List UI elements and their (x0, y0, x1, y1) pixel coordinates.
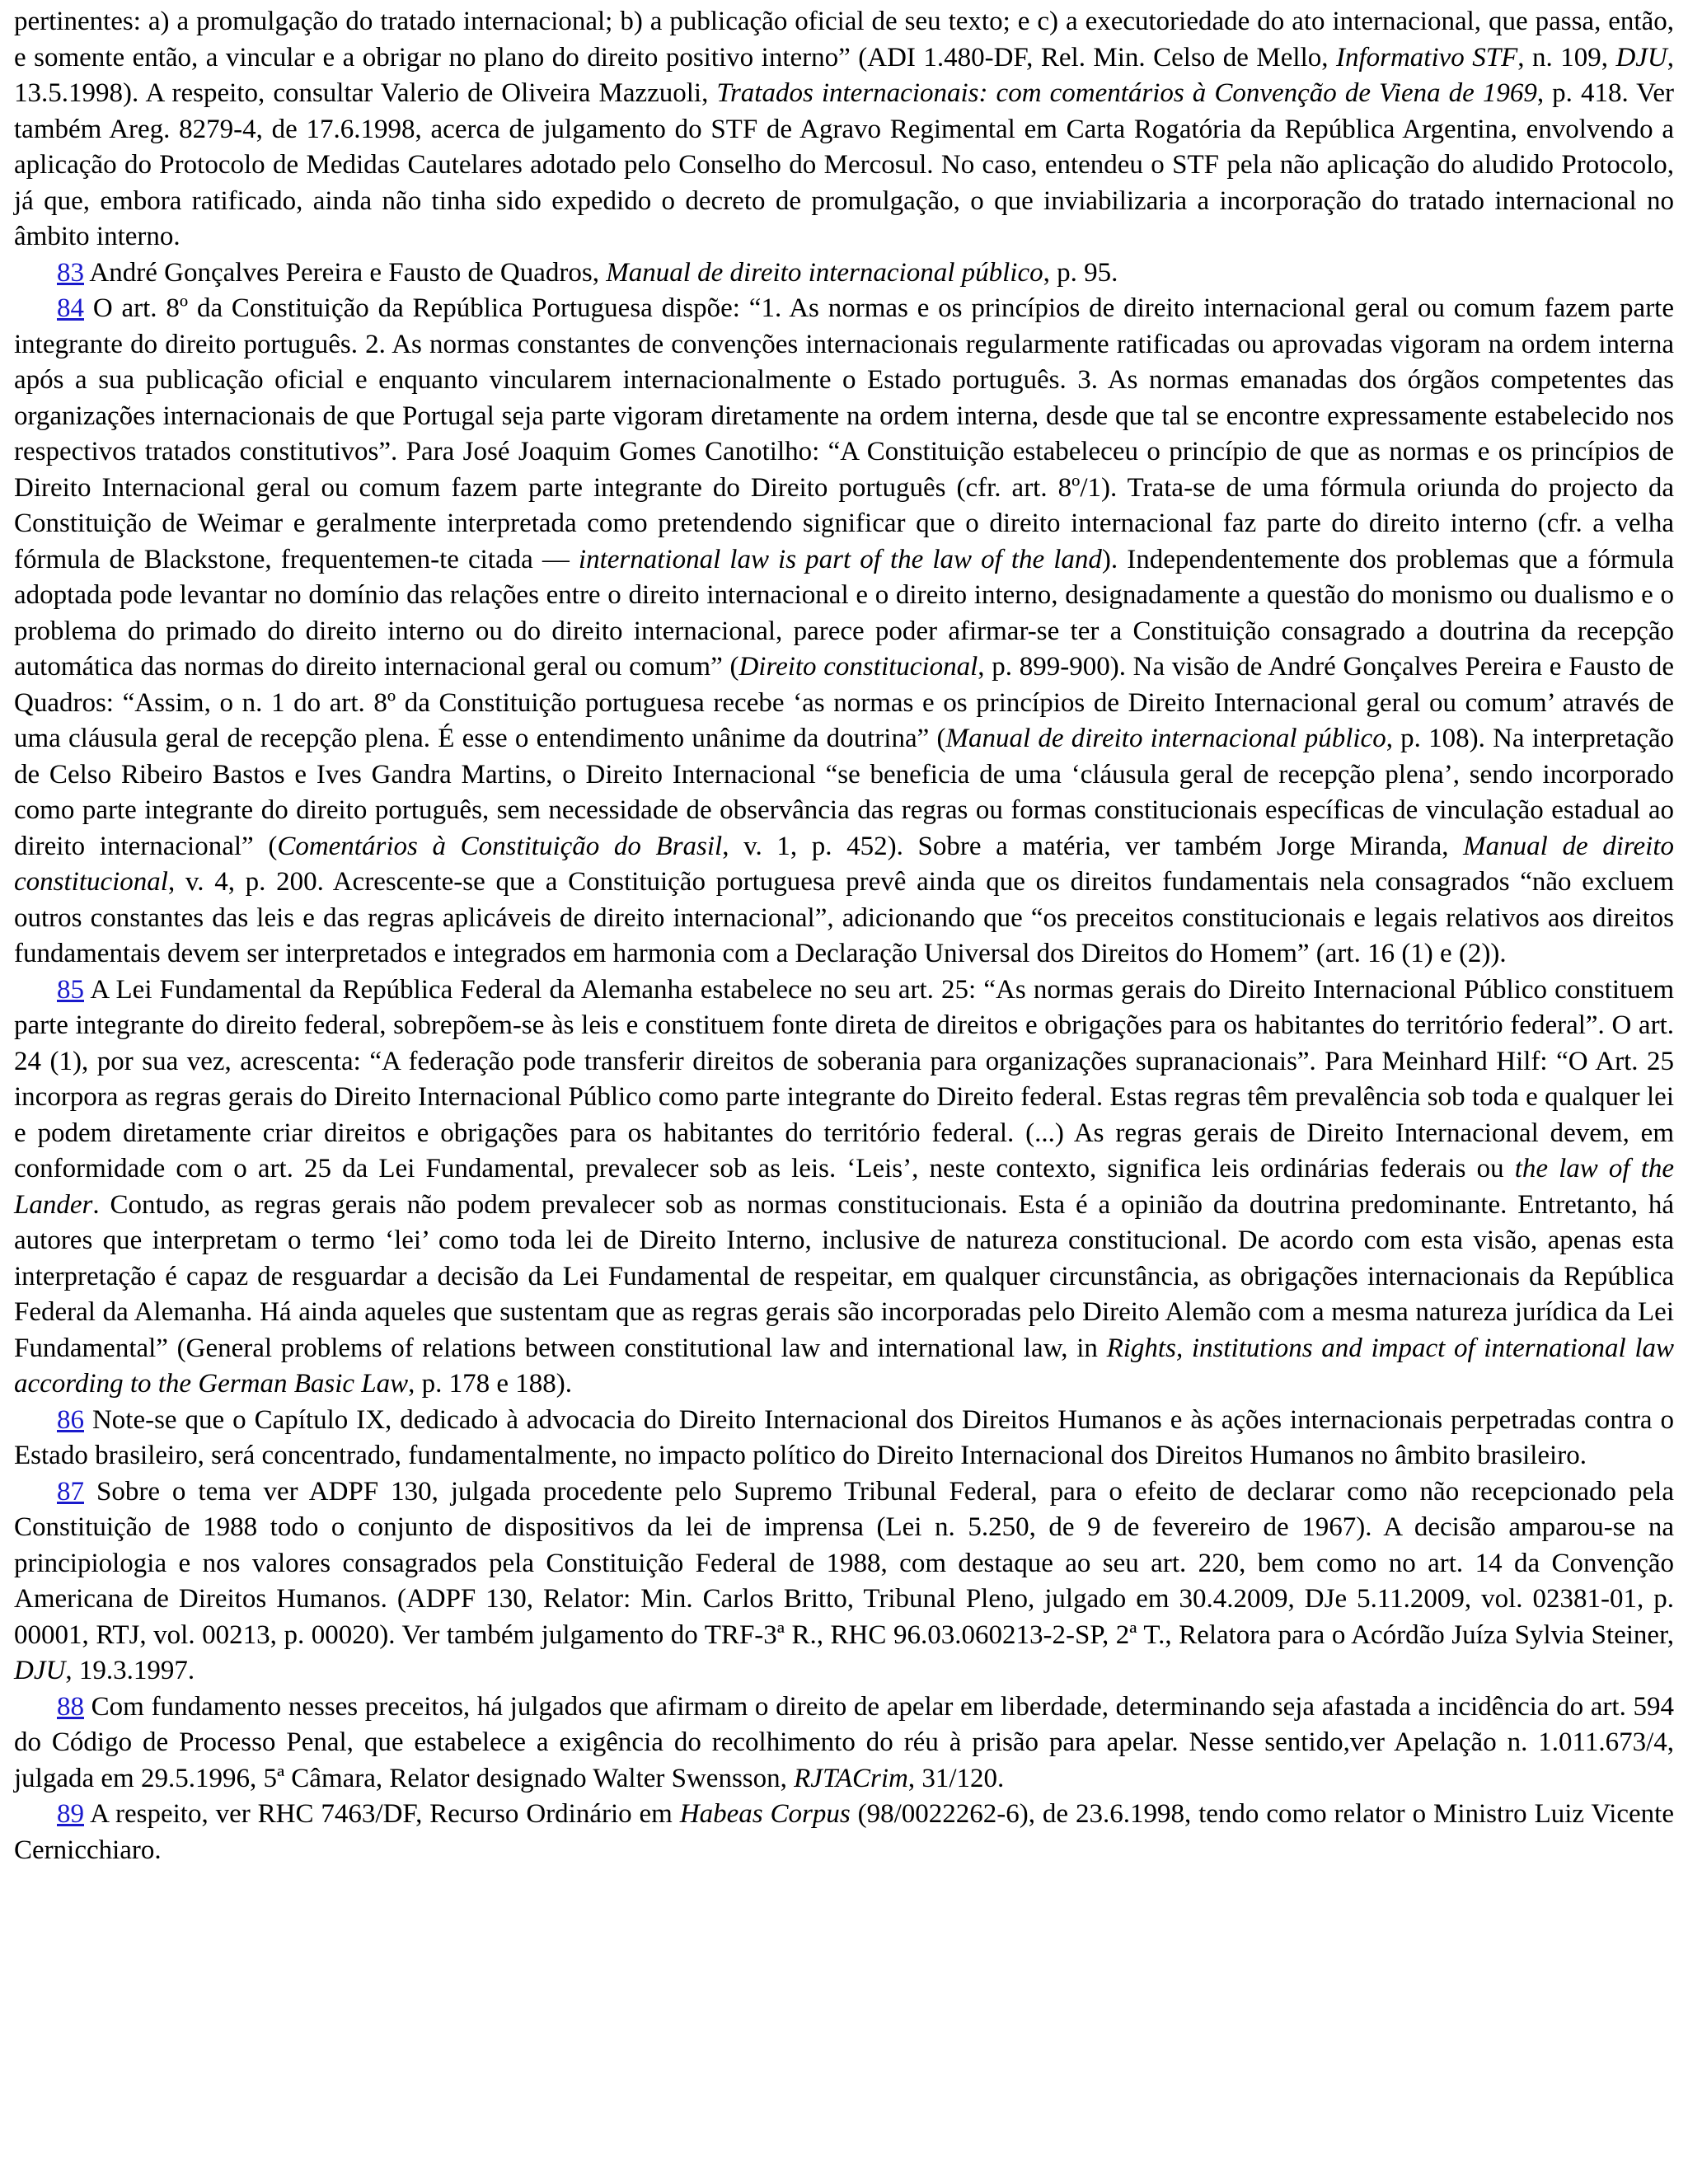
text-segment: Sobre o tema ver ADPF 130, julgada procedente pelo Supremo Tribunal Federal, para o efeito de declarar como não recepcionado pela Constituição de 1988 todo o conjunto de dispositivos da lei de imprensa (Lei n. 5.250, de 9 de fevereiro de 1967). A decisão amparou-se na principiologia e nos valores consagrados pela Constituição Federal de 1988, com destaque ao seu art. 220, bem como no art. 14 da Convenção Americana de Direitos Humanos. (ADPF 130, Relator: Min. Carlos Britto, Tribunal Pleno, julgado em 30.4.2009, DJe 5.11.2009, vol. 02381-01, p. 00001, RTJ, vol. 00213, p. 00020). Ver também julgamento do TRF-3ª R., RHC 96.03.060213-2-SP, 2ª T., Relatora para o Acórdão Juíza Sylvia Steiner, (14, 1476, 1674, 1650)
text-segment: pertinentes: a) a promulgação do tratado internacional; b) a publicação oficial de seu texto; e c) a executoriedade do ato internacional, que passa, então, e somente então, a vincular e a obrigar no plano do direito positivo interno” (ADI 1.480-DF, Rel. Min. Celso de Mello, (14, 7, 1674, 73)
footnote-84 (14, 291, 1674, 972)
footnote-link-88[interactable]: 88 (57, 1691, 84, 1722)
footnote-link-89[interactable]: 89 (57, 1799, 84, 1829)
italic-text-segment: DJU (14, 1656, 66, 1685)
text-segment: ). Independentemente dos problemas que a fórmula adoptada pode levantar no domínio das relações entre o direito internacional e o direito interno, designadamente a questão do monismo ou dualismo e o problema do primado do direito interno ou do direito internacional, parece poder afirmar-se ter a Constituição consagrado a doutrina da recepção automática das normas do direito internacional geral ou comum” ( (14, 544, 1674, 682)
footnote-83 (14, 255, 1674, 292)
text-segment: , n. 109, (1517, 42, 1616, 73)
text-segment: A respeito, ver RHC 7463/DF, Recurso Ordinário em (84, 1799, 680, 1829)
italic-text-segment: Rights, institutions and impact of international law according to the German Basic Law (14, 1333, 1674, 1399)
text-segment: , p. 95. (1043, 257, 1118, 288)
text-segment: Com fundamento nesses preceitos, há julgados que afirmam o direito de apelar em liberdade, determinando seja afastada a incidência do art. 594 do Código de Processo Penal, que estabelece a exigência do recolhimento do réu à prisão para apelar. Nesse sentido,ver Apelação n. 1.011.673/4, julgada em 29.5.1996, 5ª Câmara, Relator designado Walter Swensson, (14, 1691, 1674, 1793)
text-segment: , 13.5.1998). A respeito, consultar Valerio de Oliveira Mazzuoli, (14, 42, 1675, 108)
footnote-85 (14, 972, 1674, 1403)
text-segment: André Gonçalves Pereira e Fausto de Quadros, (84, 257, 607, 288)
footnote-link-86[interactable]: 86 (57, 1404, 84, 1435)
text-segment: Note-se que o Capítulo IX, dedicado à advocacia do Direito Internacional dos Direitos Humanos e às ações internacionais perpetradas contra o Estado brasileiro, será concentrado, fundamentalmente, no impacto político do Direito Internacional dos Direitos Humanos no âmbito brasileiro. (14, 1404, 1674, 1470)
text-segment: , p. 108). Na interpretação de Celso Ribeiro Bastos e Ives Gandra Martins, o Direito Internacional “se beneficia de uma ‘cláusula geral de recepção plena’, sendo incorporado como parte integrante do direito português, sem necessidade de observância das regras ou formas constitucionais específicas de vinculação estadual ao direito internacional” ( (14, 724, 1675, 861)
italic-text-segment: Direito constitucional (738, 652, 978, 682)
text-segment: , 31/120. (907, 1763, 1005, 1793)
footnotes-page (14, 4, 1674, 1868)
footnote-link-83[interactable]: 83 (57, 257, 84, 288)
footnote-88 (14, 1690, 1674, 1797)
text-segment: , 19.3.1997. (65, 1656, 195, 1685)
footnote-link-85[interactable]: 85 (57, 974, 84, 1005)
text-segment: A Lei Fundamental da República Federal da Alemanha estabelece no seu art. 25: “As normas gerais do Direito Internacional Público constituem parte integrante do direito federal, sobrepõem-se às leis e constituem fonte direta de direitos e obrigações para os habitantes do território federal”. O art. 24 (1), por sua vez, acrescenta: “A federação pode transferir direitos de soberania para organizações supranacionais”. Para Meinhard Hilf: “O Art. 25 incorpora as regras gerais do Direito Internacional Público como parte integrante do Direito federal. Estas regras têm prevalência sob toda e qualquer lei e podem diretamente criar direitos e obrigações para os habitantes do território federal. (...) As regras gerais de Direito Internacional devem, em conformidade com o art. 25 da Lei Fundamental, prevalecer sob as leis. ‘Leis’, neste contexto, significa leis ordinárias federais ou (14, 974, 1674, 1183)
text-segment: , v. 4, p. 200. Acrescente-se que a Constituição portuguesa prevê ainda que os direitos fundamentais nela consagrados “não excluem outros constantes das leis e das regras aplicáveis de direito internacional”, adicionando que “os preceitos constitucionais e legais relativos aos direitos fundamentais devem ser interpretados e integrados em harmonia com a Declaração Universal dos Direitos do Homem” (art. 16 (1) e (2)). (14, 867, 1674, 968)
text-segment: , p. 899-900). Na visão de André Gonçalves Pereira e Fausto de Quadros: “Assim, o n. 1 do art. 8º da Constituição portuguesa recebe ‘as normas e os princípios de Direito Internacional geral ou comum’ através de uma cláusula geral de recepção plena. É esse o entendimento unânime da doutrina” ( (14, 652, 1674, 753)
italic-text-segment: DJU (1615, 42, 1667, 73)
italic-text-segment: Manual de direito internacional público (606, 257, 1043, 288)
footnote-link-84[interactable]: 84 (57, 293, 84, 323)
text-segment: , p. 178 e 188). (408, 1369, 573, 1399)
text-segment: , v. 1, p. 452). Sobre a matéria, ver também Jorge Miranda, (722, 831, 1464, 861)
italic-text-segment: Informativo STF (1335, 42, 1518, 73)
text-segment: (98/0022262-6), de 23.6.1998, tendo como relator o Ministro Luiz Vicente Cernicchiaro. (14, 1799, 1674, 1865)
italic-text-segment: Manual de direito constitucional (14, 831, 1675, 897)
italic-text-segment: Habeas Corpus (679, 1799, 851, 1829)
text-segment: , p. 418. Ver também Areg. 8279-4, de 17.6.1998, acerca de julgamento do STF de Agravo Regimental em Carta Rogatória da República Argentina, envolvendo a aplicação do Protocolo de Medidas Cautelares adotado pelo Conselho do Mercosul. No caso, entendeu o STF pela não aplicação do aludido Protocolo, já que, embora ratificado, ainda não tinha sido expedido o decreto de promulgação, o que inviabilizaria a incorporação do tratado internacional no âmbito interno. (14, 78, 1674, 251)
italic-text-segment: RJTACrim (794, 1763, 908, 1793)
italic-text-segment: Tratados internacionais: com comentários à Convenção de Viena de 1969 (716, 78, 1537, 108)
italic-text-segment: the law of the Lander (14, 1154, 1675, 1220)
footnote-link-87[interactable]: 87 (57, 1476, 84, 1507)
text-segment: O art. 8º da Constituição da República Portuguesa dispõe: “1. As normas e os princípios de direito internacional geral ou comum fazem parte integrante do direito português. 2. As normas constantes de convenções internacionais regularmente ratificadas ou aprovadas vigoram na ordem interna após a sua publicação oficial e enquanto vincularem internacionalmente o Estado português. 3. As normas emanadas dos órgãos competentes das organizações internacionais de que Portugal seja parte vigoram diretamente na ordem interna, desde que tal se encontre expressamente estabelecido nos respectivos tratados constitutivos”. Para José Joaquim Gomes Canotilho: “A Constituição estabeleceu o princípio de que as normas e os princípios de Direito Internacional geral ou comum fazem parte integrante do Direito português (cfr. art. 8º/1). Trata-se de uma fórmula oriunda do projecto da Constituição de Weimar e geralmente interpretada como pretendendo significar que o direito internacional faz parte do direito interno (cfr. a velha fórmula de Blackstone, frequentemen-te citada — (14, 293, 1674, 574)
footnote-continuation (14, 4, 1674, 255)
italic-text-segment: international law is part of the law of the land (578, 544, 1102, 574)
footnote-87 (14, 1474, 1674, 1690)
italic-text-segment: Manual de direito internacional público (945, 724, 1386, 753)
text-segment: . Contudo, as regras gerais não podem prevalecer sob as normas constitucionais. Esta é a opinião da doutrina predominante. Entretanto, há autores que interpretam o termo ‘lei’ como toda lei de Direito Interno, inclusive de natureza constitucional. De acordo com esta visão, apenas esta interpretação é capaz de resguardar a decisão da Lei Fundamental de respeitar, em qualquer circunstância, as obrigações internacionais da República Federal da Alemanha. Há ainda aqueles que sustentam que as regras gerais são incorporadas pelo Direito Alemão com a mesma natureza jurídica da Lei Fundamental” (General problems of relations between constitutional law and international law, in (14, 1189, 1674, 1363)
footnote-86 (14, 1403, 1674, 1474)
footnote-89 (14, 1797, 1674, 1868)
italic-text-segment: Comentários à Constituição do Brasil (277, 831, 723, 861)
